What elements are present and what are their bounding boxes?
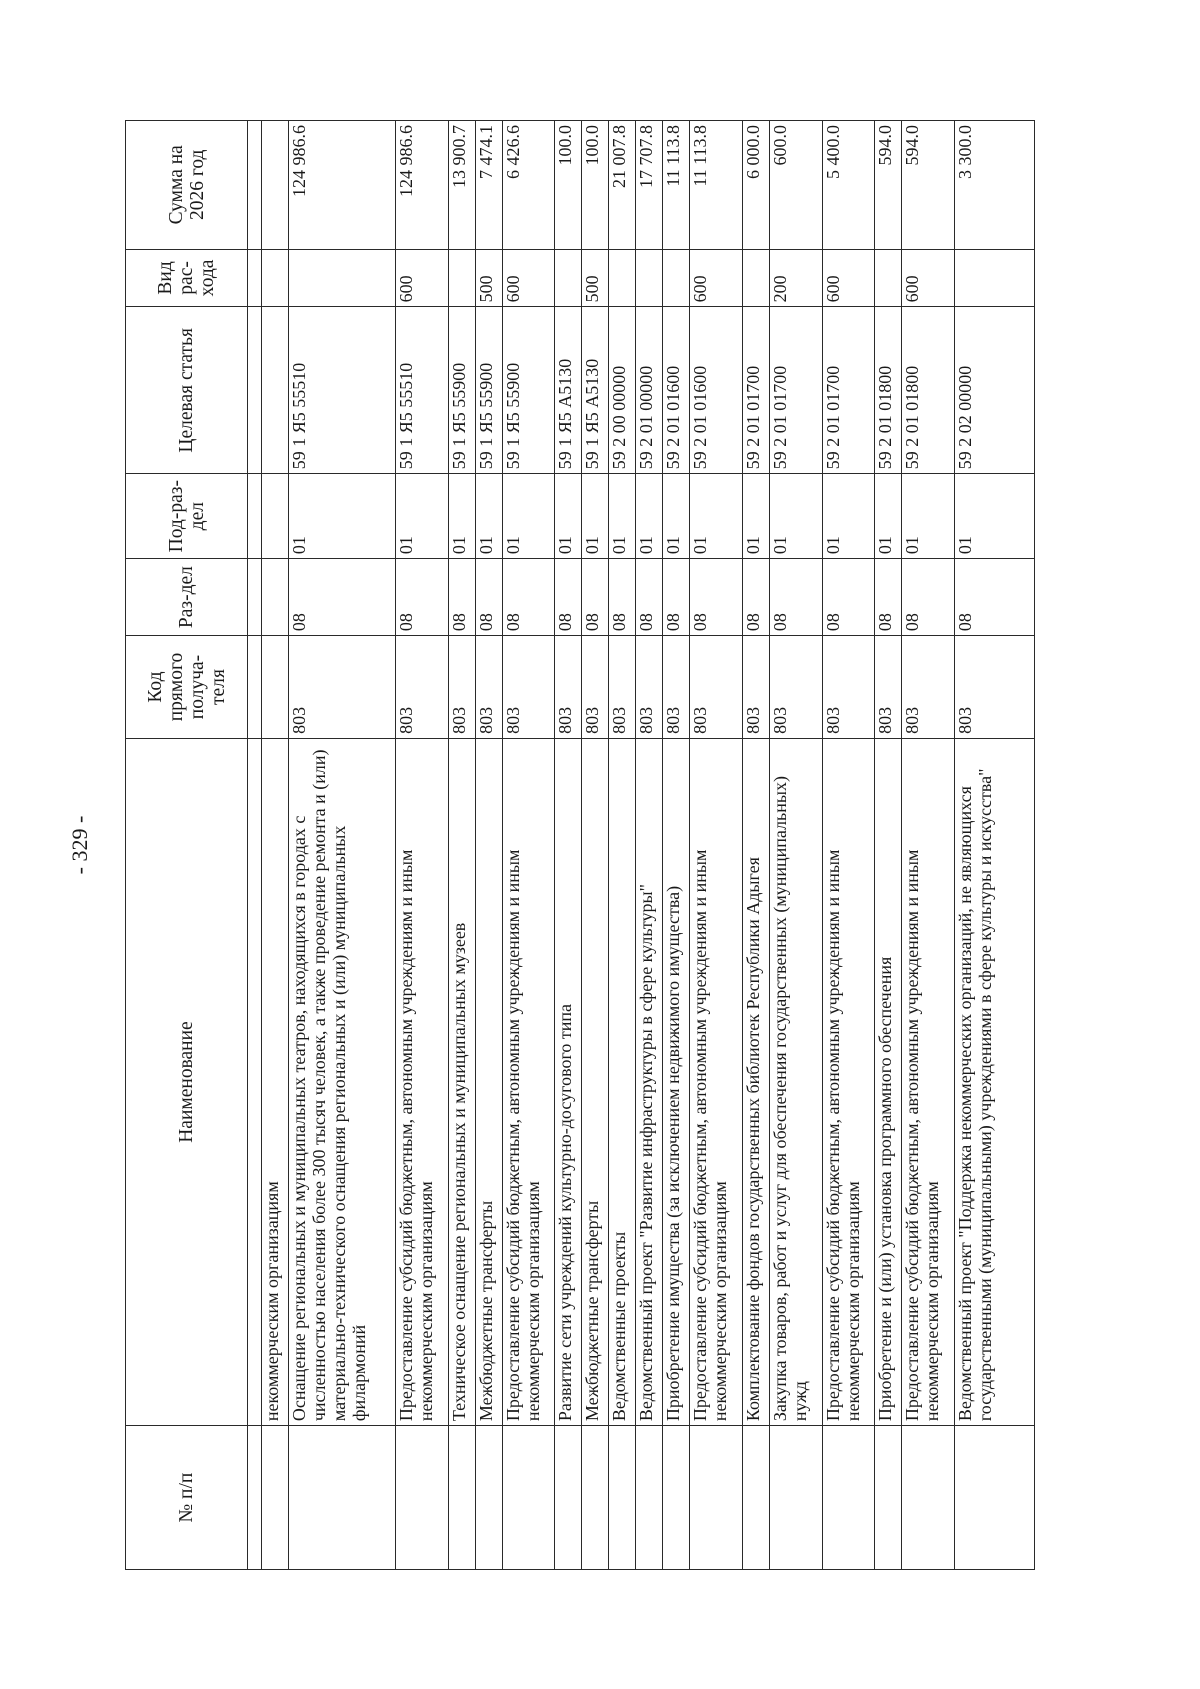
table-row	[475, 121, 502, 1570]
cell-target: 59 1 Я5 55510	[395, 307, 448, 474]
cell-name: Предоставление субсидий бюджетным, автономным учреждениям и иным некоммерческим организациям	[395, 738, 448, 1425]
cell-num	[475, 1426, 502, 1570]
cell-target: 59 1 Я5 А5130	[555, 307, 582, 474]
cell-name: Приобретение имущества (за исключением недвижимого имущества)	[663, 738, 690, 1425]
cell-name: Предоставление субсидий бюджетным, автономным учреждениям и иным некоммерческим организациям	[690, 738, 743, 1425]
cell-name: Приобретение и (или) установка программного обеспечения	[875, 738, 902, 1425]
cell-code: 803	[475, 636, 502, 739]
cell-razdel: 08	[448, 559, 475, 636]
cell-razdel: 08	[502, 559, 555, 636]
cell-target	[262, 307, 289, 474]
cell-num	[609, 1426, 636, 1570]
table-row	[663, 121, 690, 1570]
cell-vid	[555, 249, 582, 307]
cell-code: 803	[555, 636, 582, 739]
cell-num	[955, 1426, 1035, 1570]
cell-sum: 3 300.0	[955, 121, 1035, 250]
cell-podrazdel: 01	[822, 474, 875, 559]
cell-sum: 11 113.8	[690, 121, 743, 250]
table-row	[448, 121, 475, 1570]
cell-podrazdel: 01	[743, 474, 770, 559]
table-row	[636, 121, 663, 1570]
cell-num	[248, 1426, 262, 1570]
cell-podrazdel: 01	[582, 474, 609, 559]
cell-podrazdel: 01	[902, 474, 955, 559]
cell-name: Ведомственный проект "Поддержка некоммерческих организаций, не являющихся государственными (муниципальными) учреждениями в сфере культуры и искусства"	[955, 738, 1035, 1425]
cell-target	[248, 307, 262, 474]
cell-sum: 124 986.6	[289, 121, 396, 250]
cell-num	[743, 1426, 770, 1570]
cell-num	[555, 1426, 582, 1570]
table-row	[289, 121, 396, 1570]
header-vid: Вид рас-хода	[126, 249, 248, 307]
cell-num	[875, 1426, 902, 1570]
cell-name: Межбюджетные трансферты	[475, 738, 502, 1425]
cell-code: 803	[609, 636, 636, 739]
cell-sum: 13 900.7	[448, 121, 475, 250]
cell-vid	[875, 249, 902, 307]
cell-podrazdel: 01	[636, 474, 663, 559]
cell-razdel: 08	[663, 559, 690, 636]
cell-sum: 6 426.6	[502, 121, 555, 250]
cell-code: 803	[582, 636, 609, 739]
table-row	[582, 121, 609, 1570]
cell-code: 803	[743, 636, 770, 739]
cell-sum: 21 007.8	[609, 121, 636, 250]
cell-sum: 100.0	[582, 121, 609, 250]
cell-num	[663, 1426, 690, 1570]
table-row	[770, 121, 823, 1570]
cell-podrazdel: 01	[609, 474, 636, 559]
cell-target: 59 2 01 01700	[770, 307, 823, 474]
cell-razdel: 08	[902, 559, 955, 636]
header-razdel: Раз-дел	[126, 559, 248, 636]
cell-vid	[636, 249, 663, 307]
cell-sum: 594.0	[875, 121, 902, 250]
cell-code: 803	[636, 636, 663, 739]
cell-target: 59 1 Я5 А5130	[582, 307, 609, 474]
cell-vid	[955, 249, 1035, 307]
cell-sum: 17 707.8	[636, 121, 663, 250]
cell-podrazdel: 01	[475, 474, 502, 559]
cell-podrazdel: 01	[663, 474, 690, 559]
cell-razdel: 08	[582, 559, 609, 636]
cell-num	[395, 1426, 448, 1570]
cell-target: 59 2 01 01700	[822, 307, 875, 474]
cell-num	[636, 1426, 663, 1570]
cell-num	[289, 1426, 396, 1570]
cell-podrazdel: 01	[448, 474, 475, 559]
cell-vid	[609, 249, 636, 307]
cell-target: 59 1 Я5 55900	[502, 307, 555, 474]
cell-podrazdel: 01	[690, 474, 743, 559]
cell-razdel: 08	[955, 559, 1035, 636]
table-row	[262, 121, 289, 1570]
budget-table	[125, 120, 1035, 1570]
header-name: Наименование	[126, 738, 248, 1425]
cell-target: 59 2 01 01800	[875, 307, 902, 474]
cell-vid: 500	[475, 249, 502, 307]
cell-sum	[248, 121, 262, 250]
cell-name: Оснащение региональных и муниципальных театров, находящихся в городах с численностью населения более 300 тысяч человек, а также проведение ремонта и (или) материально-технического оснащения региональных и (или) муниципальных филармоний	[289, 738, 396, 1425]
cell-name: некоммерческим организациям	[262, 738, 289, 1425]
cell-razdel: 08	[875, 559, 902, 636]
cell-num	[822, 1426, 875, 1570]
cell-sum: 600.0	[770, 121, 823, 250]
cell-sum	[262, 121, 289, 250]
cell-code: 803	[448, 636, 475, 739]
cell-vid: 500	[582, 249, 609, 307]
cell-code: 803	[395, 636, 448, 739]
cell-sum: 7 474.1	[475, 121, 502, 250]
cell-razdel: 08	[636, 559, 663, 636]
cell-razdel: 08	[770, 559, 823, 636]
cell-target: 59 2 02 00000	[955, 307, 1035, 474]
cell-num	[448, 1426, 475, 1570]
cell-podrazdel: 01	[955, 474, 1035, 559]
cell-code: 803	[902, 636, 955, 739]
cell-code	[262, 636, 289, 739]
cell-razdel: 08	[822, 559, 875, 636]
cell-podrazdel: 01	[770, 474, 823, 559]
cell-vid: 600	[902, 249, 955, 307]
cell-name	[248, 738, 262, 1425]
cell-vid: 200	[770, 249, 823, 307]
cell-name: Закупка товаров, работ и услуг для обеспечения государственных (муниципальных) нужд	[770, 738, 823, 1425]
cell-sum: 11 113.8	[663, 121, 690, 250]
cell-razdel: 08	[690, 559, 743, 636]
table-row	[395, 121, 448, 1570]
cell-name: Ведомственный проект "Развитие инфраструктуры в сфере культуры"	[636, 738, 663, 1425]
cell-podrazdel: 01	[502, 474, 555, 559]
cell-vid	[663, 249, 690, 307]
header-podrazdel: Под-раз-дел	[126, 474, 248, 559]
cell-target: 59 2 00 00000	[609, 307, 636, 474]
cell-code: 803	[955, 636, 1035, 739]
cell-vid: 600	[395, 249, 448, 307]
cell-num	[582, 1426, 609, 1570]
table-row	[555, 121, 582, 1570]
cell-podrazdel	[262, 474, 289, 559]
cell-code	[248, 636, 262, 739]
cell-code: 803	[875, 636, 902, 739]
table-row	[248, 121, 262, 1570]
cell-vid	[248, 249, 262, 307]
cell-razdel: 08	[743, 559, 770, 636]
rotated-table-container	[125, 120, 1035, 1570]
cell-target: 59 1 Я5 55900	[475, 307, 502, 474]
cell-code: 803	[822, 636, 875, 739]
cell-razdel: 08	[555, 559, 582, 636]
cell-target: 59 1 Я5 55510	[289, 307, 396, 474]
table-row	[743, 121, 770, 1570]
cell-target: 59 2 01 01600	[663, 307, 690, 474]
table-row	[690, 121, 743, 1570]
cell-num	[770, 1426, 823, 1570]
cell-num	[690, 1426, 743, 1570]
cell-vid	[448, 249, 475, 307]
cell-name: Техническое оснащение региональных и муниципальных музеев	[448, 738, 475, 1425]
cell-vid: 600	[822, 249, 875, 307]
cell-code: 803	[770, 636, 823, 739]
cell-target: 59 2 01 01600	[690, 307, 743, 474]
cell-target: 59 2 01 00000	[636, 307, 663, 474]
table-row	[822, 121, 875, 1570]
cell-code: 803	[502, 636, 555, 739]
cell-name: Предоставление субсидий бюджетным, автономным учреждениям и иным некоммерческим организациям	[822, 738, 875, 1425]
table-body	[248, 121, 1035, 1570]
cell-name: Развитие сети учреждений культурно-досугового типа	[555, 738, 582, 1425]
cell-sum: 5 400.0	[822, 121, 875, 250]
table-row	[875, 121, 902, 1570]
cell-vid	[743, 249, 770, 307]
cell-podrazdel: 01	[555, 474, 582, 559]
cell-num	[262, 1426, 289, 1570]
cell-name: Предоставление субсидий бюджетным, автономным учреждениям и иным некоммерческим организациям	[502, 738, 555, 1425]
cell-podrazdel: 01	[289, 474, 396, 559]
cell-vid	[262, 249, 289, 307]
table-row	[609, 121, 636, 1570]
cell-code: 803	[690, 636, 743, 739]
table-header-row	[126, 121, 248, 1570]
header-code: Код прямого получа-теля	[126, 636, 248, 739]
cell-name: Комплектование фондов государственных библиотек Республики Адыгея	[743, 738, 770, 1425]
table-row	[502, 121, 555, 1570]
cell-vid: 600	[502, 249, 555, 307]
cell-razdel: 08	[289, 559, 396, 636]
cell-podrazdel	[248, 474, 262, 559]
cell-sum: 594.0	[902, 121, 955, 250]
cell-name: Предоставление субсидий бюджетным, автономным учреждениям и иным некоммерческим организациям	[902, 738, 955, 1425]
cell-code: 803	[663, 636, 690, 739]
cell-vid: 600	[690, 249, 743, 307]
cell-code: 803	[289, 636, 396, 739]
cell-name: Ведомственные проекты	[609, 738, 636, 1425]
header-num: № п/п	[126, 1426, 248, 1570]
cell-sum: 100.0	[555, 121, 582, 250]
header-sum: Сумма на 2026 год	[126, 121, 248, 250]
cell-razdel: 08	[395, 559, 448, 636]
table-row	[955, 121, 1035, 1570]
cell-podrazdel: 01	[395, 474, 448, 559]
cell-sum: 124 986.6	[395, 121, 448, 250]
cell-vid	[289, 249, 396, 307]
cell-razdel: 08	[475, 559, 502, 636]
cell-name: Межбюджетные трансферты	[582, 738, 609, 1425]
cell-podrazdel: 01	[875, 474, 902, 559]
cell-num	[502, 1426, 555, 1570]
table-row	[902, 121, 955, 1570]
cell-target: 59 1 Я5 55900	[448, 307, 475, 474]
cell-razdel	[262, 559, 289, 636]
cell-target: 59 2 01 01800	[902, 307, 955, 474]
cell-num	[902, 1426, 955, 1570]
cell-razdel	[248, 559, 262, 636]
header-target: Целевая статья	[126, 307, 248, 474]
page-number: - 329 -	[67, 815, 92, 875]
cell-target: 59 2 01 01700	[743, 307, 770, 474]
cell-sum: 6 000.0	[743, 121, 770, 250]
cell-razdel: 08	[609, 559, 636, 636]
